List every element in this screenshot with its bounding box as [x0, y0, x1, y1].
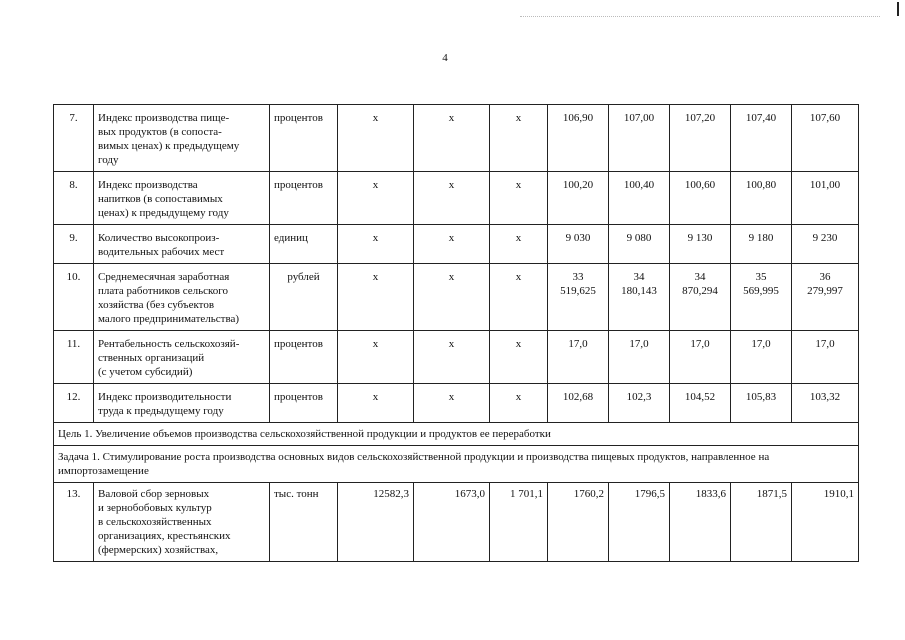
x-cell: x	[414, 384, 490, 423]
row-number: 8.	[54, 172, 94, 225]
value-cell: 107,20	[670, 105, 731, 172]
value-cell: 104,52	[670, 384, 731, 423]
row-number: 11.	[54, 331, 94, 384]
table-row	[54, 264, 859, 331]
scan-edge-mark	[897, 2, 899, 16]
value-cell: 33 519,625	[548, 264, 609, 331]
indicator-name: Количество высокопроиз- водительных рабочих мест	[94, 225, 270, 264]
indicator-name: Рентабельность сельскохозяй- ственных организаций (с учетом субсидий)	[94, 331, 270, 384]
indicator-name: Индекс производства пище- вых продуктов (в сопоста- вимых ценах) к предыдущему году	[94, 105, 270, 172]
indicator-name: Индекс производительности труда к предыдущему году	[94, 384, 270, 423]
value-cell: 17,0	[670, 331, 731, 384]
value-cell: 107,60	[792, 105, 859, 172]
value-cell: 9 230	[792, 225, 859, 264]
x-cell: x	[414, 331, 490, 384]
table-row	[54, 225, 859, 264]
value-cell: 100,80	[731, 172, 792, 225]
value-cell: 34 870,294	[670, 264, 731, 331]
value-cell: 9 080	[609, 225, 670, 264]
unit-cell: процентов	[270, 331, 338, 384]
x-cell: x	[338, 105, 414, 172]
task-text: Задача 1. Стимулирование роста производства основных видов сельскохозяйственной продукции и производства пищевых продуктов, направленное на импортозамещение	[54, 446, 859, 483]
row-number: 13.	[54, 483, 94, 562]
value-cell: 1673,0	[414, 483, 490, 562]
unit-cell: единиц	[270, 225, 338, 264]
x-cell: x	[490, 105, 548, 172]
value-cell: 9 030	[548, 225, 609, 264]
x-cell: x	[414, 172, 490, 225]
value-cell: 100,20	[548, 172, 609, 225]
row-number: 10.	[54, 264, 94, 331]
value-cell: 36 279,997	[792, 264, 859, 331]
x-cell: x	[490, 172, 548, 225]
value-cell: 100,40	[609, 172, 670, 225]
value-cell: 17,0	[731, 331, 792, 384]
x-cell: x	[338, 264, 414, 331]
value-cell: 103,32	[792, 384, 859, 423]
table-row	[54, 483, 859, 562]
row-number: 12.	[54, 384, 94, 423]
goal-row	[54, 423, 859, 446]
value-cell: 1910,1	[792, 483, 859, 562]
table-row	[54, 105, 859, 172]
value-cell: 105,83	[731, 384, 792, 423]
value-cell: 17,0	[548, 331, 609, 384]
x-cell: x	[414, 225, 490, 264]
x-cell: x	[338, 384, 414, 423]
value-cell: 1 701,1	[490, 483, 548, 562]
value-cell: 102,68	[548, 384, 609, 423]
value-cell: 106,90	[548, 105, 609, 172]
x-cell: x	[490, 264, 548, 331]
x-cell: x	[338, 331, 414, 384]
value-cell: 1760,2	[548, 483, 609, 562]
value-cell: 101,00	[792, 172, 859, 225]
table-row	[54, 331, 859, 384]
goal-text: Цель 1. Увеличение объемов производства сельскохозяйственной продукции и продуктов ее переработки	[54, 423, 859, 446]
x-cell: x	[338, 225, 414, 264]
value-cell: 9 180	[731, 225, 792, 264]
indicator-name: Индекс производства напитков (в сопоставимых ценах) к предыдущему году	[94, 172, 270, 225]
task-row	[54, 446, 859, 483]
x-cell: x	[338, 172, 414, 225]
x-cell: x	[490, 331, 548, 384]
x-cell: x	[414, 105, 490, 172]
unit-cell: процентов	[270, 105, 338, 172]
value-cell: 1796,5	[609, 483, 670, 562]
indicator-name: Среднемесячная заработная плата работников сельского хозяйства (без субъектов малого предпринимательства)	[94, 264, 270, 331]
value-cell: 17,0	[792, 331, 859, 384]
indicator-name: Валовой сбор зерновых и зернобобовых культур в сельскохозяйственных организациях, крестьянских (фермерских) хозяйствах,	[94, 483, 270, 562]
unit-cell: процентов	[270, 384, 338, 423]
unit-cell: процентов	[270, 172, 338, 225]
value-cell: 12582,3	[338, 483, 414, 562]
unit-cell: тыс. тонн	[270, 483, 338, 562]
unit-cell: рублей	[270, 264, 338, 331]
value-cell: 100,60	[670, 172, 731, 225]
x-cell: x	[414, 264, 490, 331]
value-cell: 1871,5	[731, 483, 792, 562]
row-number: 9.	[54, 225, 94, 264]
value-cell: 102,3	[609, 384, 670, 423]
page-number: 4	[442, 52, 448, 64]
x-cell: x	[490, 384, 548, 423]
table-row	[54, 172, 859, 225]
value-cell: 107,40	[731, 105, 792, 172]
row-number: 7.	[54, 105, 94, 172]
value-cell: 35 569,995	[731, 264, 792, 331]
value-cell: 9 130	[670, 225, 731, 264]
scan-noise	[520, 16, 880, 18]
value-cell: 107,00	[609, 105, 670, 172]
indicators-table	[53, 104, 859, 562]
table-row	[54, 384, 859, 423]
value-cell: 1833,6	[670, 483, 731, 562]
x-cell: x	[490, 225, 548, 264]
value-cell: 34 180,143	[609, 264, 670, 331]
value-cell: 17,0	[609, 331, 670, 384]
